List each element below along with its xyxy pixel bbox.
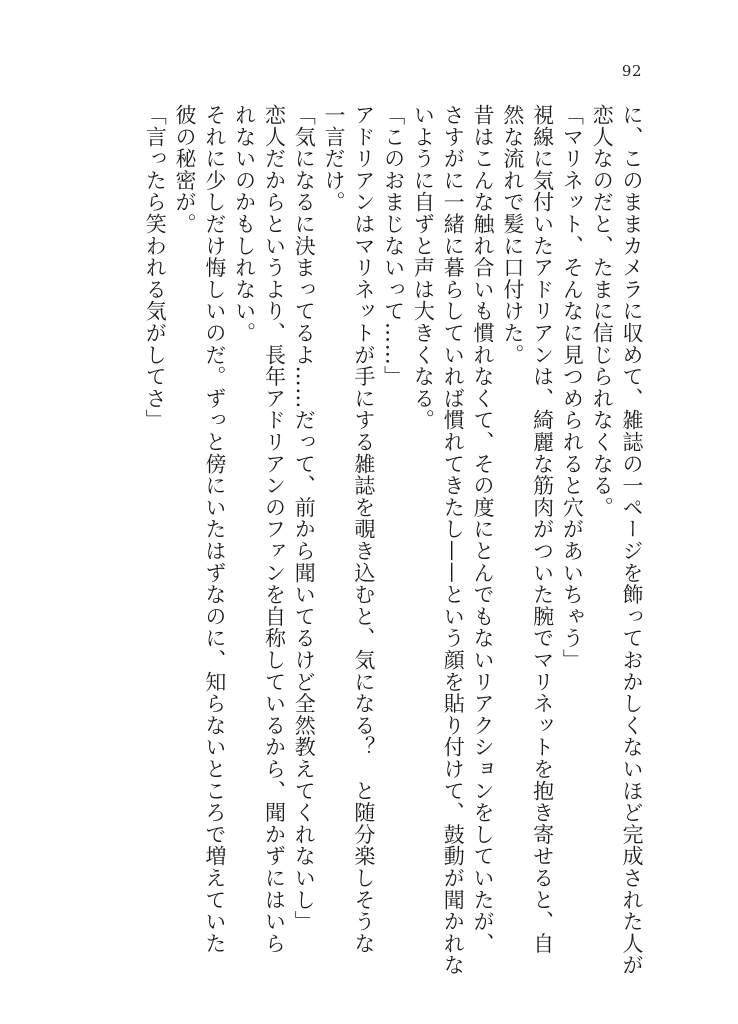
text-line: 「気になるに決まってるよ……だって、前から聞いてるけど全然教えてくれないし」 (292, 104, 317, 933)
text-line: いように自ずと声は大きくなる。 (411, 104, 436, 431)
text-line: それに少しだけ悔しいのだ。ずっと傍にいたはずなのに、知らないところで増えていた (202, 104, 227, 955)
text-line: 然な流れで髪に口付けた。 (500, 104, 525, 366)
text-line: 「言ったら笑われる気がしてさ」 (143, 104, 168, 431)
text-line: さすがに一緒に暮らしていれば慣れてきたし——という顔を貼り付けて、鼓動が聞かれな (441, 104, 466, 976)
text-line: 昔はこんな触れ合いも慣れなくて、その度にとんでもないリアクションをしていたが、 (471, 104, 496, 955)
text-line: に、このままカメラに収めて、雑誌の一ページを飾っておかしくないほど完成された人が (620, 104, 644, 976)
body-text (139, 104, 646, 976)
text-line: アドリアンはマリネットが手にする雑誌を覗き込むと、気になる？ と随分楽しそうな (351, 104, 376, 955)
text-line: 彼の秘密が。 (173, 104, 198, 235)
text-line: 視線に気付いたアドリアンは、綺麗な筋肉がついた腕でマリネットを抱き寄せると、自 (530, 104, 555, 955)
text-line: 恋人なのだと、たまに信じられなくなる。 (590, 104, 615, 519)
page-number: 92 (621, 62, 642, 80)
text-line: 一言だけ。 (322, 104, 347, 213)
text-line: 恋人だからというより、長年アドリアンのファンを自称しているから、聞かずにはいら (262, 104, 287, 955)
text-line: 「このおまじないって……」 (381, 104, 406, 388)
text-line: 「マリネット、そんなに見つめられると穴があいちゃう」 (560, 104, 585, 671)
text-line: れないのかもしれない。 (232, 104, 257, 344)
